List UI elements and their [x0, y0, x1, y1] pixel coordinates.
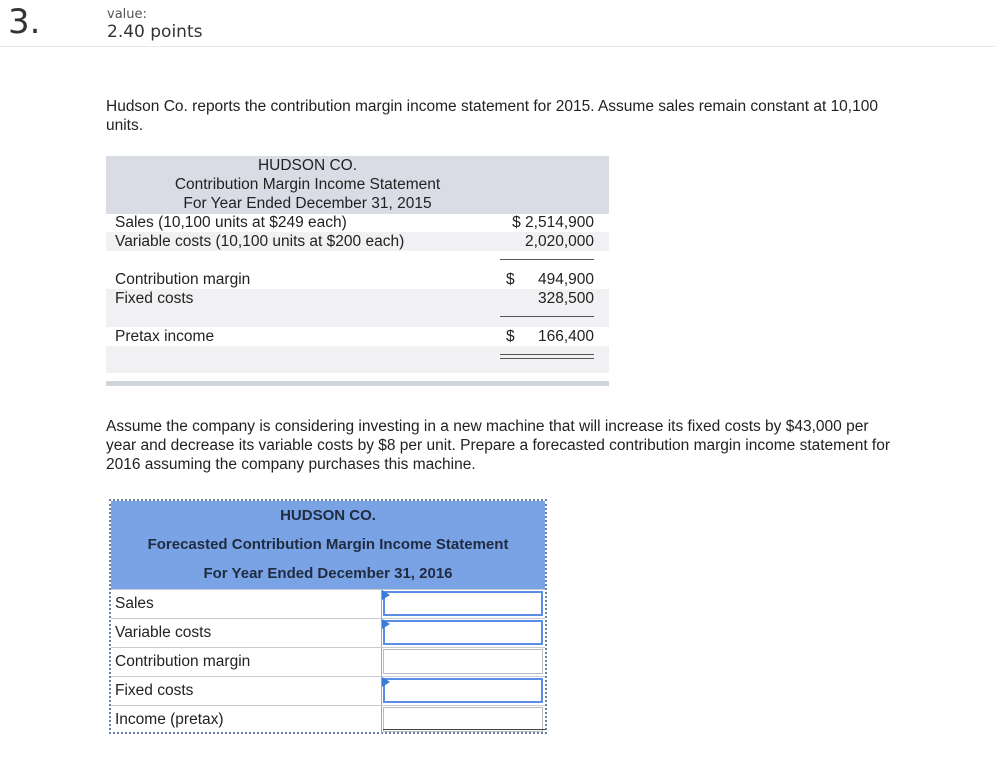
row-fixed-2015: [106, 289, 609, 308]
pretax-amount: 166,400: [537, 328, 594, 345]
cm-label: Contribution margin: [115, 271, 251, 288]
fixed-amount: 328,500: [537, 290, 594, 307]
forecast-row-sales: [111, 589, 545, 619]
sales-amount: $ 2,514,900: [512, 214, 594, 231]
forecast-row-income: [111, 705, 545, 735]
statement-2015-bottom-bar: [106, 381, 609, 386]
row-variable-2015: [106, 232, 609, 251]
statement-2015-title: Contribution Margin Income Statement: [174, 176, 441, 193]
header-divider: [0, 46, 995, 47]
points-value: 2.40 points: [107, 22, 203, 42]
forecast-row-fixed: [111, 676, 545, 706]
statement-2015-period: For Year Ended December 31, 2015: [183, 195, 432, 212]
question2-text: Assume the company is considering investing in a new machine that will increase its fixed costs by $43,000 per year and decrease its variable costs by $8 per unit. Prepare a forecasted contribution margin income statement for 2016 assuming the company purchases this machine.: [106, 418, 891, 473]
underline-fixed: [500, 316, 594, 317]
row-pretax-2015: [106, 327, 609, 346]
variable-label: Variable costs (10,100 units at $200 each): [115, 233, 405, 250]
statement-2015-header: [106, 156, 609, 214]
statement-2015: [106, 156, 609, 345]
fixed-label: Fixed costs: [115, 290, 194, 307]
forecast-row-cm: [111, 647, 545, 677]
income-double-line: [383, 729, 545, 730]
underline-variable: [500, 259, 594, 260]
question-number: 3.: [8, 2, 41, 42]
statement-2015-company: HUDSON CO.: [257, 157, 358, 174]
sales-marker-icon: [382, 590, 390, 600]
cm-amount: 494,900: [537, 271, 594, 288]
row-blank-2015: [106, 308, 609, 327]
forecast-variable-label: Variable costs: [115, 624, 212, 641]
forecast-row-variable: [111, 618, 545, 648]
pretax-label: Pretax income: [115, 328, 215, 345]
intro-text: Hudson Co. reports the contribution margin income statement for 2015. Assume sales remain constant at 10,100 units.: [106, 98, 878, 134]
forecast-title: Forecasted Contribution Margin Income Statement: [147, 536, 509, 553]
forecast-sales-input[interactable]: [383, 591, 543, 616]
variable-marker-icon: [382, 619, 390, 629]
forecast-header: [111, 501, 545, 589]
forecast-cm-input[interactable]: [383, 649, 543, 674]
double-underline-top: [500, 354, 594, 355]
forecast-income-label: Income (pretax): [115, 711, 224, 728]
forecast-cm-label: Contribution margin: [115, 653, 251, 670]
fixed-marker-icon: [382, 677, 390, 687]
forecast-company: HUDSON CO.: [280, 507, 376, 524]
sales-label: Sales (10,100 units at $249 each): [115, 214, 347, 231]
double-underline-bottom: [500, 358, 594, 359]
pretax-dollar: $: [506, 328, 515, 345]
row-blank2-2015: [106, 346, 609, 373]
row-sales-2015: [106, 213, 609, 232]
forecast-variable-input[interactable]: [383, 620, 543, 645]
value-label: value:: [107, 7, 147, 22]
forecast-table: [109, 499, 547, 734]
forecast-sales-label: Sales: [115, 595, 154, 612]
row-cm-2015: [106, 270, 609, 289]
forecast-fixed-label: Fixed costs: [115, 682, 194, 699]
cm-dollar: $: [506, 271, 515, 288]
variable-amount: 2,020,000: [525, 233, 594, 250]
forecast-fixed-input[interactable]: [383, 678, 543, 703]
forecast-period: For Year Ended December 31, 2016: [203, 565, 453, 582]
